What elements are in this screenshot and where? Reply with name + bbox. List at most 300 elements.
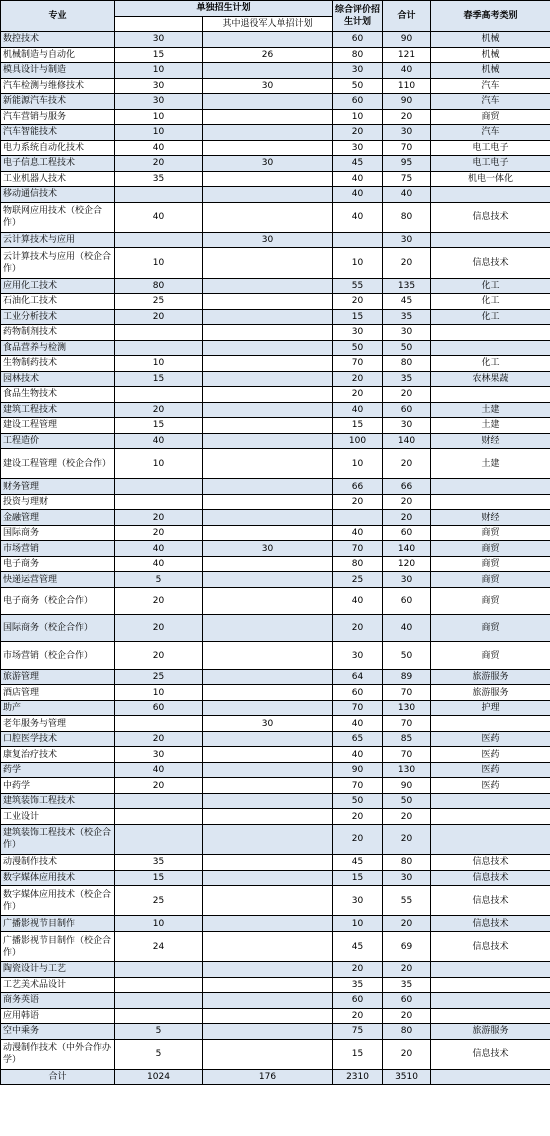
row-major: 电子商务	[1, 556, 115, 572]
row-total: 20	[383, 387, 431, 403]
table-row	[1, 340, 550, 356]
row-total: 50	[383, 793, 431, 809]
row-comprehensive: 30	[333, 140, 383, 156]
row-veteran	[203, 325, 333, 341]
row-separate: 10	[115, 356, 203, 372]
row-total: 40	[383, 615, 431, 642]
totals-veteran: 176	[203, 1069, 333, 1085]
totals-comprehensive: 2310	[333, 1069, 383, 1085]
row-comprehensive: 40	[333, 716, 383, 732]
row-category: 土建	[431, 402, 550, 418]
row-separate: 80	[115, 278, 203, 294]
row-veteran	[203, 387, 333, 403]
row-total: 80	[383, 855, 431, 871]
row-major: 应用韩语	[1, 1008, 115, 1024]
row-veteran	[203, 931, 333, 961]
table-row	[1, 402, 550, 418]
table-row	[1, 325, 550, 341]
row-comprehensive: 80	[333, 47, 383, 63]
row-comprehensive: 50	[333, 340, 383, 356]
row-veteran	[203, 642, 333, 669]
table-row	[1, 140, 550, 156]
row-category: 信息技术	[431, 916, 550, 932]
row-separate: 10	[115, 449, 203, 479]
row-separate: 5	[115, 1039, 203, 1069]
header-category: 春季高考类别	[431, 1, 550, 32]
row-comprehensive: 60	[333, 685, 383, 701]
row-category: 旅游服务	[431, 685, 550, 701]
row-veteran	[203, 962, 333, 978]
row-separate: 15	[115, 47, 203, 63]
row-category	[431, 494, 550, 510]
table-row	[1, 171, 550, 187]
table-row	[1, 962, 550, 978]
row-category: 商贸	[431, 556, 550, 572]
row-separate: 15	[115, 371, 203, 387]
row-major: 建设工程管理（校企合作）	[1, 449, 115, 479]
row-comprehensive: 30	[333, 325, 383, 341]
row-total: 95	[383, 156, 431, 172]
header-row	[1, 1, 550, 17]
row-veteran	[203, 855, 333, 871]
table-row	[1, 187, 550, 203]
row-category: 信息技术	[431, 931, 550, 961]
row-comprehensive: 20	[333, 387, 383, 403]
row-major: 助产	[1, 700, 115, 716]
row-comprehensive: 40	[333, 187, 383, 203]
row-category: 汽车	[431, 78, 550, 94]
row-major: 园林技术	[1, 371, 115, 387]
row-total: 70	[383, 716, 431, 732]
table-row	[1, 824, 550, 854]
header-major: 专业	[1, 1, 115, 32]
row-total: 90	[383, 32, 431, 48]
row-comprehensive: 70	[333, 356, 383, 372]
row-category: 汽车	[431, 125, 550, 141]
row-separate: 40	[115, 202, 203, 232]
row-veteran	[203, 494, 333, 510]
table-row	[1, 1024, 550, 1040]
row-comprehensive: 15	[333, 1039, 383, 1069]
row-comprehensive: 35	[333, 977, 383, 993]
row-major: 汽车智能技术	[1, 125, 115, 141]
row-category: 机械	[431, 47, 550, 63]
table-row	[1, 870, 550, 886]
row-veteran	[203, 449, 333, 479]
table-row	[1, 977, 550, 993]
row-comprehensive: 50	[333, 78, 383, 94]
row-separate	[115, 494, 203, 510]
row-separate	[115, 977, 203, 993]
row-category: 商贸	[431, 525, 550, 541]
row-total: 50	[383, 642, 431, 669]
row-separate: 20	[115, 731, 203, 747]
row-comprehensive: 70	[333, 778, 383, 794]
table-row	[1, 556, 550, 572]
row-major: 酒店管理	[1, 685, 115, 701]
row-comprehensive: 60	[333, 993, 383, 1009]
row-major: 老年服务与管理	[1, 716, 115, 732]
row-category	[431, 232, 550, 248]
row-veteran	[203, 140, 333, 156]
header-total: 合计	[383, 1, 431, 32]
table-row	[1, 931, 550, 961]
table-row	[1, 32, 550, 48]
row-category: 机械	[431, 32, 550, 48]
row-total: 30	[383, 125, 431, 141]
row-category: 土建	[431, 418, 550, 434]
table-row	[1, 418, 550, 434]
row-comprehensive: 15	[333, 309, 383, 325]
row-major: 数字媒体应用技术	[1, 870, 115, 886]
row-veteran	[203, 870, 333, 886]
row-major: 应用化工技术	[1, 278, 115, 294]
row-category: 化工	[431, 309, 550, 325]
row-total: 20	[383, 962, 431, 978]
row-comprehensive: 20	[333, 1008, 383, 1024]
row-comprehensive: 15	[333, 418, 383, 434]
row-total: 110	[383, 78, 431, 94]
row-major: 食品生物技术	[1, 387, 115, 403]
header-separate-plan: 单独招生计划	[115, 1, 333, 17]
table-row	[1, 109, 550, 125]
row-veteran	[203, 94, 333, 110]
row-total: 89	[383, 669, 431, 685]
row-total: 35	[383, 309, 431, 325]
row-veteran	[203, 669, 333, 685]
row-veteran	[203, 125, 333, 141]
row-separate: 20	[115, 309, 203, 325]
row-total: 75	[383, 171, 431, 187]
row-veteran	[203, 824, 333, 854]
row-total: 130	[383, 762, 431, 778]
row-veteran	[203, 63, 333, 79]
row-veteran	[203, 993, 333, 1009]
table-row	[1, 916, 550, 932]
row-veteran	[203, 109, 333, 125]
row-category: 医药	[431, 731, 550, 747]
row-category: 医药	[431, 762, 550, 778]
table-row	[1, 587, 550, 614]
row-category: 化工	[431, 294, 550, 310]
row-category: 商贸	[431, 109, 550, 125]
row-separate: 10	[115, 685, 203, 701]
totals-separate: 1024	[115, 1069, 203, 1085]
row-veteran	[203, 356, 333, 372]
row-comprehensive: 50	[333, 793, 383, 809]
row-veteran	[203, 587, 333, 614]
table-row	[1, 371, 550, 387]
row-major: 国际商务	[1, 525, 115, 541]
row-separate: 20	[115, 587, 203, 614]
row-veteran	[203, 309, 333, 325]
table-row	[1, 156, 550, 172]
row-total: 140	[383, 541, 431, 557]
row-total: 20	[383, 1008, 431, 1024]
row-separate	[115, 1008, 203, 1024]
row-major: 商务英语	[1, 993, 115, 1009]
row-veteran	[203, 171, 333, 187]
row-major: 汽车检测与维修技术	[1, 78, 115, 94]
row-category: 护理	[431, 700, 550, 716]
row-total: 30	[383, 870, 431, 886]
row-veteran	[203, 187, 333, 203]
row-category: 商贸	[431, 642, 550, 669]
row-category: 商贸	[431, 615, 550, 642]
row-category	[431, 824, 550, 854]
row-category: 旅游服务	[431, 669, 550, 685]
row-separate	[115, 325, 203, 341]
row-total: 69	[383, 931, 431, 961]
row-total: 45	[383, 294, 431, 310]
row-major: 生物制药技术	[1, 356, 115, 372]
row-comprehensive: 60	[333, 94, 383, 110]
row-separate: 40	[115, 140, 203, 156]
row-total: 60	[383, 402, 431, 418]
row-separate: 5	[115, 572, 203, 588]
row-veteran	[203, 479, 333, 495]
row-comprehensive: 45	[333, 855, 383, 871]
table-row	[1, 125, 550, 141]
row-comprehensive: 64	[333, 669, 383, 685]
row-category: 化工	[431, 278, 550, 294]
row-total: 60	[383, 525, 431, 541]
row-category: 机械	[431, 63, 550, 79]
row-separate: 35	[115, 171, 203, 187]
row-veteran	[203, 433, 333, 449]
row-separate	[115, 824, 203, 854]
row-major: 市场营销	[1, 541, 115, 557]
table-row	[1, 248, 550, 278]
row-comprehensive: 40	[333, 587, 383, 614]
row-separate: 20	[115, 778, 203, 794]
row-separate	[115, 340, 203, 356]
row-total: 30	[383, 418, 431, 434]
row-total: 35	[383, 371, 431, 387]
row-major: 工业机器人技术	[1, 171, 115, 187]
row-total: 30	[383, 325, 431, 341]
table-body	[1, 32, 550, 1070]
row-category: 医药	[431, 747, 550, 763]
row-major: 建筑工程技术	[1, 402, 115, 418]
row-total: 80	[383, 1024, 431, 1040]
row-total: 70	[383, 685, 431, 701]
row-veteran: 30	[203, 716, 333, 732]
row-category: 土建	[431, 449, 550, 479]
row-veteran	[203, 1039, 333, 1069]
row-category: 旅游服务	[431, 1024, 550, 1040]
row-veteran	[203, 747, 333, 763]
row-separate: 25	[115, 669, 203, 685]
row-separate: 5	[115, 1024, 203, 1040]
row-total: 20	[383, 824, 431, 854]
row-comprehensive: 45	[333, 156, 383, 172]
row-total: 20	[383, 1039, 431, 1069]
row-category: 信息技术	[431, 1039, 550, 1069]
table-row	[1, 993, 550, 1009]
row-major: 工业分析技术	[1, 309, 115, 325]
row-veteran	[203, 371, 333, 387]
row-veteran	[203, 510, 333, 526]
table-row	[1, 855, 550, 871]
table-row	[1, 356, 550, 372]
row-separate: 15	[115, 418, 203, 434]
row-separate: 20	[115, 525, 203, 541]
row-comprehensive: 40	[333, 202, 383, 232]
row-major: 财务管理	[1, 479, 115, 495]
row-comprehensive: 30	[333, 63, 383, 79]
row-comprehensive: 10	[333, 109, 383, 125]
row-total: 20	[383, 494, 431, 510]
table-row	[1, 762, 550, 778]
row-major: 移动通信技术	[1, 187, 115, 203]
row-veteran	[203, 418, 333, 434]
table-row	[1, 387, 550, 403]
row-comprehensive: 20	[333, 494, 383, 510]
row-major: 空中乘务	[1, 1024, 115, 1040]
table-row	[1, 793, 550, 809]
row-total: 40	[383, 187, 431, 203]
table-row	[1, 886, 550, 916]
row-total: 120	[383, 556, 431, 572]
row-comprehensive: 20	[333, 615, 383, 642]
row-major: 机械制造与自动化	[1, 47, 115, 63]
row-total: 30	[383, 232, 431, 248]
row-veteran	[203, 809, 333, 825]
table-row	[1, 202, 550, 232]
row-veteran	[203, 202, 333, 232]
row-category: 机电一体化	[431, 171, 550, 187]
row-separate: 10	[115, 125, 203, 141]
table-row	[1, 433, 550, 449]
row-category: 电工电子	[431, 140, 550, 156]
row-comprehensive: 100	[333, 433, 383, 449]
row-veteran	[203, 731, 333, 747]
row-total: 35	[383, 977, 431, 993]
row-separate: 20	[115, 615, 203, 642]
row-category: 信息技术	[431, 248, 550, 278]
row-category	[431, 479, 550, 495]
table-row	[1, 510, 550, 526]
row-separate: 10	[115, 63, 203, 79]
row-separate: 30	[115, 747, 203, 763]
row-comprehensive: 65	[333, 731, 383, 747]
table-row	[1, 232, 550, 248]
row-comprehensive: 30	[333, 886, 383, 916]
table-row	[1, 294, 550, 310]
row-separate: 15	[115, 870, 203, 886]
table-row	[1, 700, 550, 716]
row-major: 云计算技术与应用（校企合作）	[1, 248, 115, 278]
row-comprehensive: 10	[333, 449, 383, 479]
row-veteran	[203, 340, 333, 356]
row-veteran	[203, 1024, 333, 1040]
row-veteran	[203, 402, 333, 418]
row-separate: 10	[115, 248, 203, 278]
row-separate	[115, 793, 203, 809]
row-separate: 20	[115, 402, 203, 418]
row-category: 信息技术	[431, 202, 550, 232]
row-category: 财经	[431, 510, 550, 526]
row-major: 陶瓷设计与工艺	[1, 962, 115, 978]
table-row	[1, 778, 550, 794]
row-total: 70	[383, 747, 431, 763]
table-row	[1, 572, 550, 588]
row-separate: 20	[115, 510, 203, 526]
row-comprehensive: 70	[333, 541, 383, 557]
row-category	[431, 977, 550, 993]
row-comprehensive: 60	[333, 32, 383, 48]
row-category	[431, 325, 550, 341]
row-veteran	[203, 793, 333, 809]
row-total: 20	[383, 248, 431, 278]
row-category: 商贸	[431, 541, 550, 557]
row-major: 金融管理	[1, 510, 115, 526]
row-veteran	[203, 572, 333, 588]
row-category: 财经	[431, 433, 550, 449]
row-category	[431, 993, 550, 1009]
row-separate: 30	[115, 78, 203, 94]
row-separate: 25	[115, 886, 203, 916]
subheader-blank	[115, 16, 203, 32]
row-major: 广播影视节目制作	[1, 916, 115, 932]
row-major: 食品营养与检测	[1, 340, 115, 356]
totals-category	[431, 1069, 550, 1085]
row-major: 数字媒体应用技术（校企合作）	[1, 886, 115, 916]
totals-label: 合计	[1, 1069, 115, 1085]
table-row	[1, 669, 550, 685]
row-category: 商贸	[431, 572, 550, 588]
row-separate	[115, 809, 203, 825]
row-total: 60	[383, 993, 431, 1009]
row-category	[431, 1008, 550, 1024]
row-separate: 10	[115, 109, 203, 125]
row-total: 90	[383, 778, 431, 794]
row-comprehensive: 66	[333, 479, 383, 495]
row-total: 40	[383, 63, 431, 79]
row-separate: 20	[115, 642, 203, 669]
row-veteran: 30	[203, 232, 333, 248]
row-comprehensive	[333, 510, 383, 526]
row-major: 电力系统自动化技术	[1, 140, 115, 156]
row-major: 口腔医学技术	[1, 731, 115, 747]
row-total: 20	[383, 809, 431, 825]
table-row	[1, 47, 550, 63]
table-row	[1, 479, 550, 495]
row-separate: 40	[115, 433, 203, 449]
row-category: 电工电子	[431, 156, 550, 172]
row-category: 化工	[431, 356, 550, 372]
row-major: 药物制剂技术	[1, 325, 115, 341]
row-major: 电子商务（校企合作）	[1, 587, 115, 614]
row-total: 60	[383, 587, 431, 614]
row-total: 55	[383, 886, 431, 916]
row-separate	[115, 993, 203, 1009]
table-row	[1, 685, 550, 701]
row-comprehensive: 20	[333, 125, 383, 141]
row-major: 药学	[1, 762, 115, 778]
row-major: 新能源汽车技术	[1, 94, 115, 110]
row-total: 20	[383, 449, 431, 479]
table-row	[1, 747, 550, 763]
row-category: 信息技术	[431, 886, 550, 916]
table-row	[1, 541, 550, 557]
row-major: 市场营销（校企合作）	[1, 642, 115, 669]
row-veteran: 30	[203, 541, 333, 557]
row-separate	[115, 716, 203, 732]
table-row	[1, 78, 550, 94]
row-separate: 40	[115, 762, 203, 778]
